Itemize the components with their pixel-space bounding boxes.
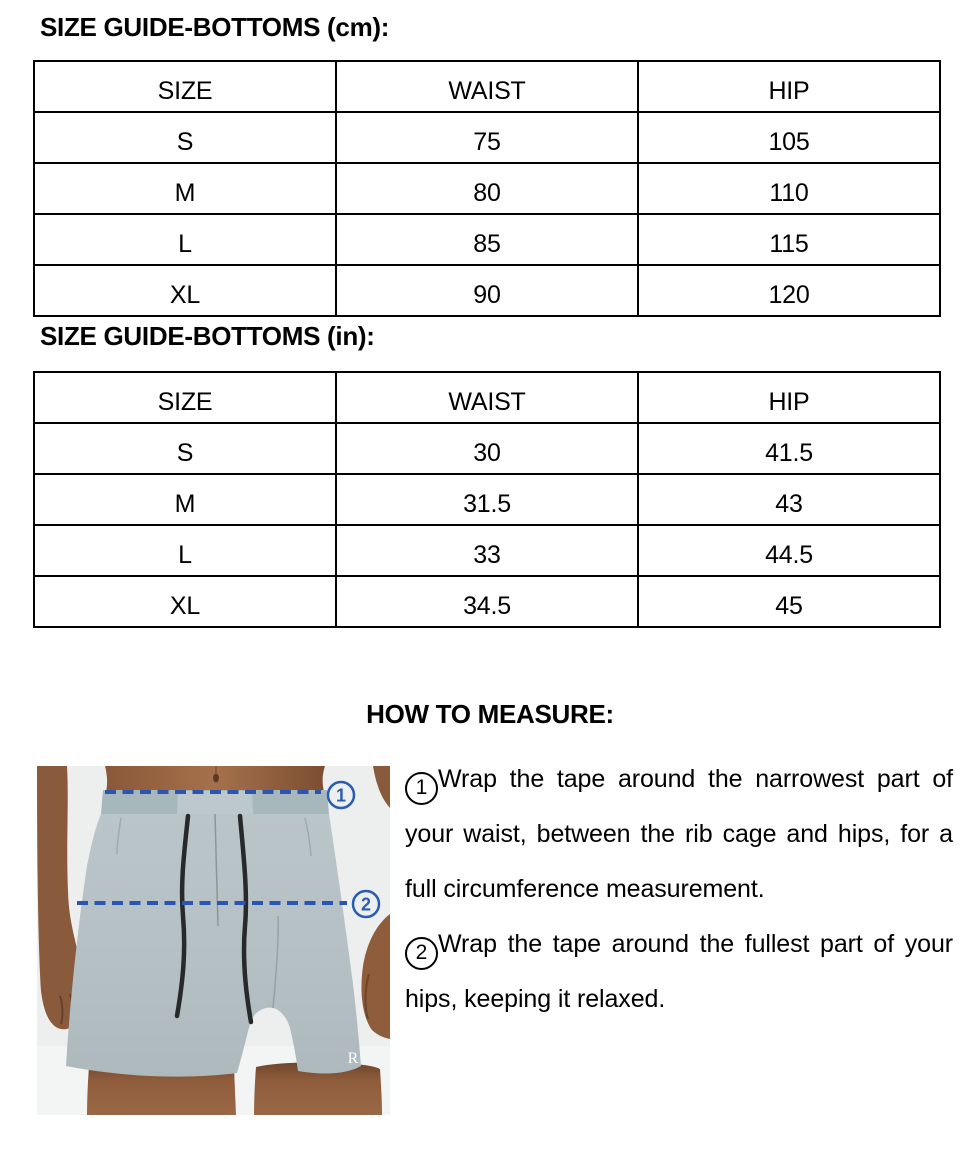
hip-marker-number: 2 — [360, 894, 372, 915]
size-cell: L — [34, 214, 336, 265]
table-header-row — [34, 372, 940, 423]
column-header-waist: WAIST — [336, 372, 638, 423]
how-to-measure-heading: HOW TO MEASURE: — [366, 699, 614, 729]
brand-logo: R — [347, 1050, 359, 1067]
section-title-cm: SIZE GUIDE-BOTTOMS (cm): — [40, 12, 390, 42]
hip-cell: 41.5 — [638, 423, 940, 474]
waist-marker-number: 1 — [335, 785, 347, 806]
hip-cell: 120 — [638, 265, 940, 316]
size-cell: XL — [34, 265, 336, 316]
waist-cell: 85 — [336, 214, 638, 265]
size-cell: S — [34, 423, 336, 474]
instruction-step-1 — [405, 752, 953, 917]
waist-cell: 30 — [336, 423, 638, 474]
column-header-size: SIZE — [34, 61, 336, 112]
step-2-text: Wrap the tape around the fullest part of your hips, keeping it relaxed. — [405, 930, 953, 1013]
hip-cell: 105 — [638, 112, 940, 163]
measurement-photo — [37, 766, 390, 1115]
table-row — [34, 265, 940, 316]
hip-cell: 45 — [638, 576, 940, 627]
waist-cell: 75 — [336, 112, 638, 163]
waistband-center-panel — [177, 791, 253, 814]
measure-instructions — [405, 752, 953, 1027]
column-header-waist: WAIST — [336, 61, 638, 112]
hip-cell: 43 — [638, 474, 940, 525]
section-title-in: SIZE GUIDE-BOTTOMS (in): — [40, 321, 375, 351]
step-1-text: Wrap the tape around the narrowest part of your waist, between the rib cage and hips, for a full circumference measurement. — [405, 765, 953, 903]
size-table-cm — [33, 60, 941, 317]
size-table-in — [33, 371, 941, 628]
table-row — [34, 163, 940, 214]
waist-cell: 34.5 — [336, 576, 638, 627]
hip-cell: 110 — [638, 163, 940, 214]
shorts-photo-illustration — [37, 766, 390, 1115]
table-row — [34, 525, 940, 576]
size-cell: XL — [34, 576, 336, 627]
waist-cell: 90 — [336, 265, 638, 316]
table-row — [34, 576, 940, 627]
hip-cell: 44.5 — [638, 525, 940, 576]
waist-cell: 33 — [336, 525, 638, 576]
waist-cell: 80 — [336, 163, 638, 214]
column-header-hip: HIP — [638, 61, 940, 112]
size-cell: M — [34, 163, 336, 214]
size-cell: L — [34, 525, 336, 576]
column-header-size: SIZE — [34, 372, 336, 423]
navel — [213, 774, 219, 783]
table-header-row — [34, 61, 940, 112]
size-cell: M — [34, 474, 336, 525]
shorts-body — [66, 814, 361, 1077]
step-1-circled-number: 1 — [405, 772, 438, 805]
table-row — [34, 112, 940, 163]
hip-cell: 115 — [638, 214, 940, 265]
column-header-hip: HIP — [638, 372, 940, 423]
size-cell: S — [34, 112, 336, 163]
table-row — [34, 474, 940, 525]
table-row — [34, 214, 940, 265]
waist-cell: 31.5 — [336, 474, 638, 525]
instruction-step-2 — [405, 917, 953, 1027]
step-2-circled-number: 2 — [405, 937, 438, 970]
table-row — [34, 423, 940, 474]
